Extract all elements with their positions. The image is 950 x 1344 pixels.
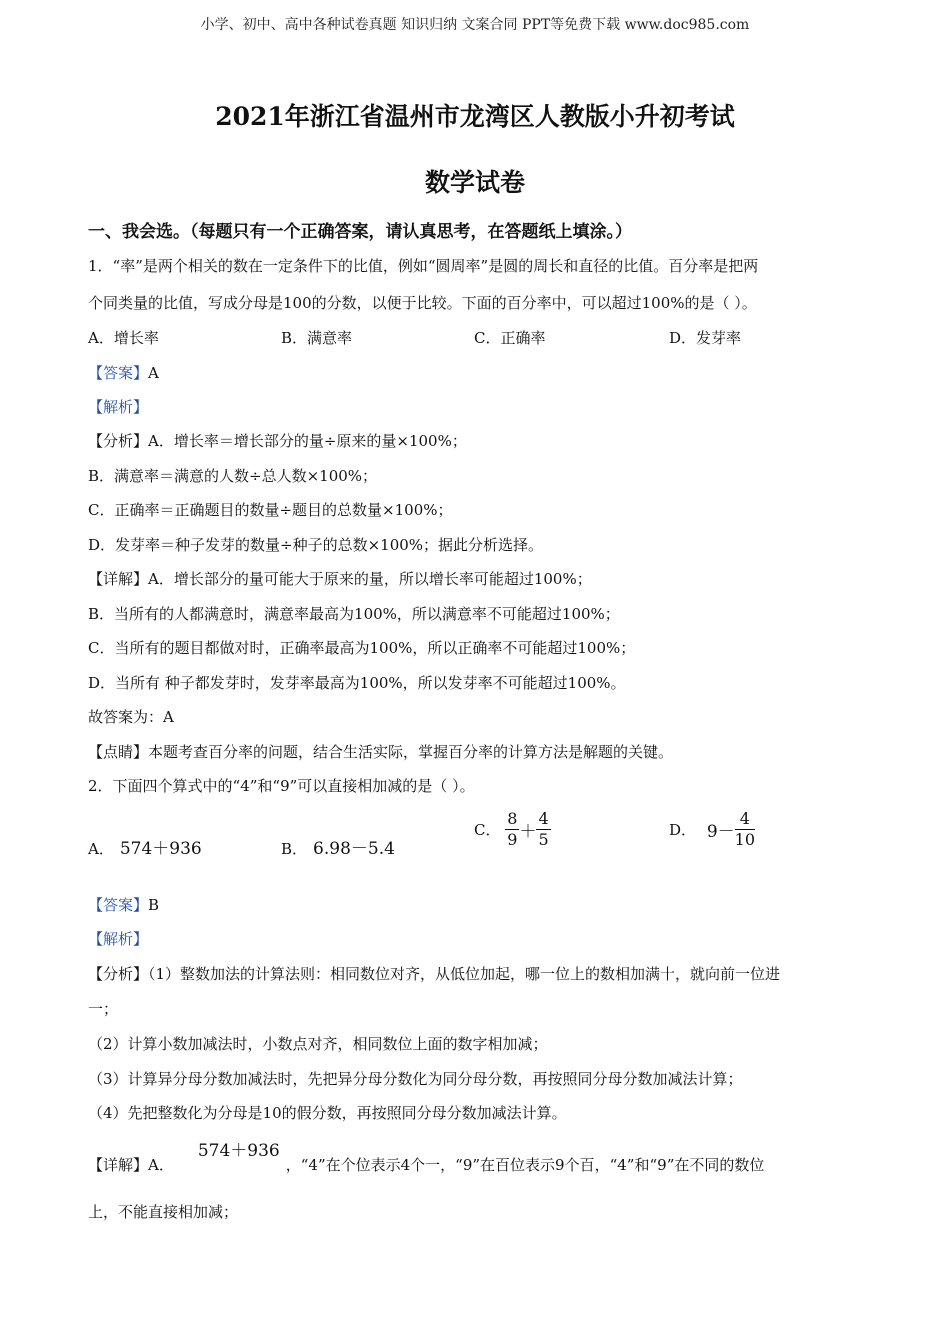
q2-option-b: B． 6.98－5.4 xyxy=(281,839,395,859)
q1-line: D．发芽率＝种子发芽的数量÷种子的总数×100%；据此分析选择。 xyxy=(88,536,544,554)
q2-answer xyxy=(88,894,159,915)
expr: 574＋936 xyxy=(119,839,202,859)
fraction: $\frac{8}{9}$ xyxy=(507,809,518,849)
q2-line: （2）计算小数加减法时，小数点对齐，相同数位上面的数字相加减； xyxy=(88,1035,548,1053)
q2-line: 【分析】（1）整数加法的计算法则：相同数位对齐，从低位加起，哪一位上的数相加满十，就向前一位进 xyxy=(88,965,781,983)
q1-analysis-label: 【解析】 xyxy=(88,398,149,416)
q2-detail: 【详解】A．574＋936，“4”在个位表示4个一，“9”在百位表示9个百，“4”和“9”在不同的数位 xyxy=(88,1141,765,1174)
q1-answer xyxy=(88,362,159,383)
answer-label: 【答案】 xyxy=(88,896,149,914)
q1-line: 【点睛】本题考查百分率的问题，结合生活实际，掌握百分率的计算方法是解题的关键。 xyxy=(88,743,674,761)
page-header: 小学、初中、高中各种试卷真题 知识归纳 文案合同 PPT等免费下载 www.doc985.com xyxy=(200,17,750,33)
page-subtitle: 数学试卷 xyxy=(424,168,525,197)
q1-line: 故答案为：A xyxy=(88,708,174,726)
answer-value: A xyxy=(148,364,159,382)
q2-line: （3）计算异分母分数加减法时，先把异分母分数化为同分母分数，再按照同分母分数加减法计算； xyxy=(88,1070,743,1088)
q1-line: D．当所有 种子都发芽时，发芽率最高为100%，所以发芽率不可能超过100%。 xyxy=(88,674,626,692)
q1-option-c: C．正确率 xyxy=(474,329,546,347)
q1-option-d: D．发芽率 xyxy=(669,329,742,347)
q1-line: 【详解】A．增长部分的量可能大于原来的量，所以增长率可能超过100%； xyxy=(88,570,592,588)
q1-option-b: B．满意率 xyxy=(281,329,353,347)
q2-line: （4）先把整数化为分母是10的假分数，再按照同分母分数加减法计算。 xyxy=(88,1104,567,1122)
section-heading: 一、我会选。（每题只有一个正确答案，请认真思考，在答题纸上填涂。） xyxy=(88,222,632,242)
question-2-text: 2．下面四个算式中的“4”和“9”可以直接相加减的是（ ）。 xyxy=(88,777,475,795)
question-1-text: 1．“率”是两个相关的数在一定条件下的比值，例如“圆周率”是圆的周长和直径的比值。百分率是把两 xyxy=(88,257,759,275)
expr: 574＋936 xyxy=(197,1141,280,1161)
q2-analysis-label: 【解析】 xyxy=(88,930,149,948)
page-title: 2021年浙江省温州市龙湾区人教版小升初考试 xyxy=(215,102,735,131)
q1-line: B．满意率＝满意的人数÷总人数×100%； xyxy=(88,467,378,485)
q1-option-a: A．增长率 xyxy=(88,329,159,347)
expr: 6.98－5.4 xyxy=(313,839,395,859)
q2-detail-cont: 上，不能直接相加减； xyxy=(88,1203,239,1221)
q2-option-c: C． $\frac{8}{9}$ ＋ $\frac{4}{5}$ xyxy=(474,809,549,849)
q1-line: 【分析】A．增长率＝增长部分的量÷原来的量×100%； xyxy=(88,432,467,450)
answer-label: 【答案】 xyxy=(88,364,149,382)
q1-line: C．当所有的题目都做对时，正确率最高为100%，所以正确率不可能超过100%； xyxy=(88,639,636,657)
fraction: $\frac{4}{10}$ xyxy=(734,809,755,849)
question-1-text-cont: 个同类量的比值，写成分母是100的分数，以便于比较。下面的百分率中，可以超过100%的是（ ）。 xyxy=(88,294,757,312)
answer-value: B xyxy=(148,896,160,914)
fraction: $\frac{4}{5}$ xyxy=(538,809,549,849)
q2-option-d: D． 9－ $\frac{4}{10}$ xyxy=(669,809,755,849)
q1-line: C．正确率＝正确题目的数量÷题目的总数量×100%； xyxy=(88,501,453,519)
q1-line: B．当所有的人都满意时，满意率最高为100%，所以满意率不可能超过100%； xyxy=(88,605,620,623)
q2-line: 一； xyxy=(88,1000,119,1018)
q2-option-a: A． 574＋936 xyxy=(88,839,202,859)
